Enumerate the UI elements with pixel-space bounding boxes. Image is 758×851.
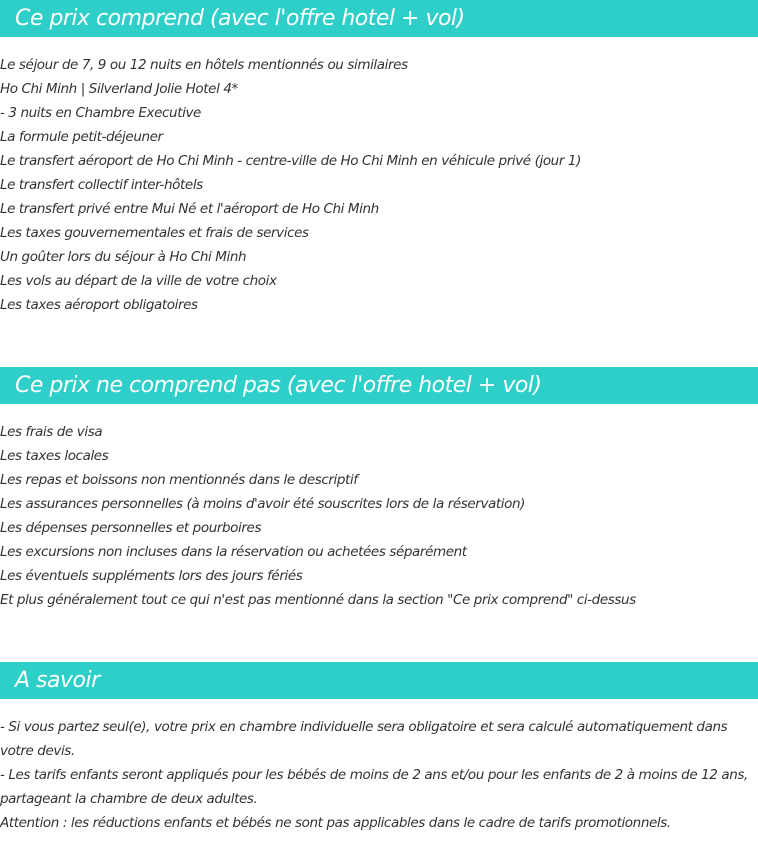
list-item: Les éventuels suppléments lors des jours fériés	[0, 568, 303, 584]
list-item: Les frais de visa	[0, 424, 103, 440]
list-item: Les repas et boissons non mentionnés dans le descriptif	[0, 472, 358, 488]
list-item: Ho Chi Minh | Silverland Jolie Hotel 4*	[0, 81, 238, 97]
list-item: Les excursions non incluses dans la réservation ou achetées séparément	[0, 544, 467, 560]
excluded-section-title: Ce prix ne comprend pas (avec l'offre hotel + vol)	[0, 367, 758, 404]
list-item: Le séjour de 7, 9 ou 12 nuits en hôtels mentionnés ou similaires	[0, 57, 408, 73]
info-paragraph: - Les tarifs enfants seront appliqués pour les bébés de moins de 2 ans et/ou pour les enfants de 2 à moins de 12 ans, partageant la chambre de deux adultes.	[0, 767, 748, 807]
list-item: Les taxes aéroport obligatoires	[0, 297, 198, 313]
list-item: Les dépenses personnelles et pourboires	[0, 520, 262, 536]
info-paragraph: - Si vous partez seul(e), votre prix en chambre individuelle sera obligatoire et sera calculé automatiquement dans votre devis.	[0, 719, 728, 759]
info-body	[0, 715, 752, 835]
list-item: Le transfert privé entre Mui Né et l'aéroport de Ho Chi Minh	[0, 201, 379, 217]
included-section-title: Ce prix comprend (avec l'offre hotel + vol)	[0, 0, 758, 37]
list-item: Les assurances personnelles (à moins d'avoir été souscrites lors de la réservation)	[0, 496, 526, 512]
list-item: La formule petit-déjeuner	[0, 129, 163, 145]
list-item: Les taxes locales	[0, 448, 109, 464]
list-item: Les vols au départ de la ville de votre choix	[0, 273, 277, 289]
list-item: Les taxes gouvernementales et frais de services	[0, 225, 309, 241]
info-section-title: A savoir	[0, 662, 758, 699]
list-item: Le transfert collectif inter-hôtels	[0, 177, 203, 193]
excluded-list	[0, 420, 758, 612]
list-item: Le transfert aéroport de Ho Chi Minh - centre-ville de Ho Chi Minh en véhicule privé (jour 1)	[0, 153, 581, 169]
list-item: Et plus généralement tout ce qui n'est pas mentionné dans la section "Ce prix comprend" ci-dessus	[0, 592, 636, 608]
included-list	[0, 53, 758, 317]
info-paragraph: Attention : les réductions enfants et bébés ne sont pas applicables dans le cadre de tarifs promotionnels.	[0, 815, 671, 831]
list-item: - 3 nuits en Chambre Executive	[0, 105, 201, 121]
list-item: Un goûter lors du séjour à Ho Chi Minh	[0, 249, 247, 265]
